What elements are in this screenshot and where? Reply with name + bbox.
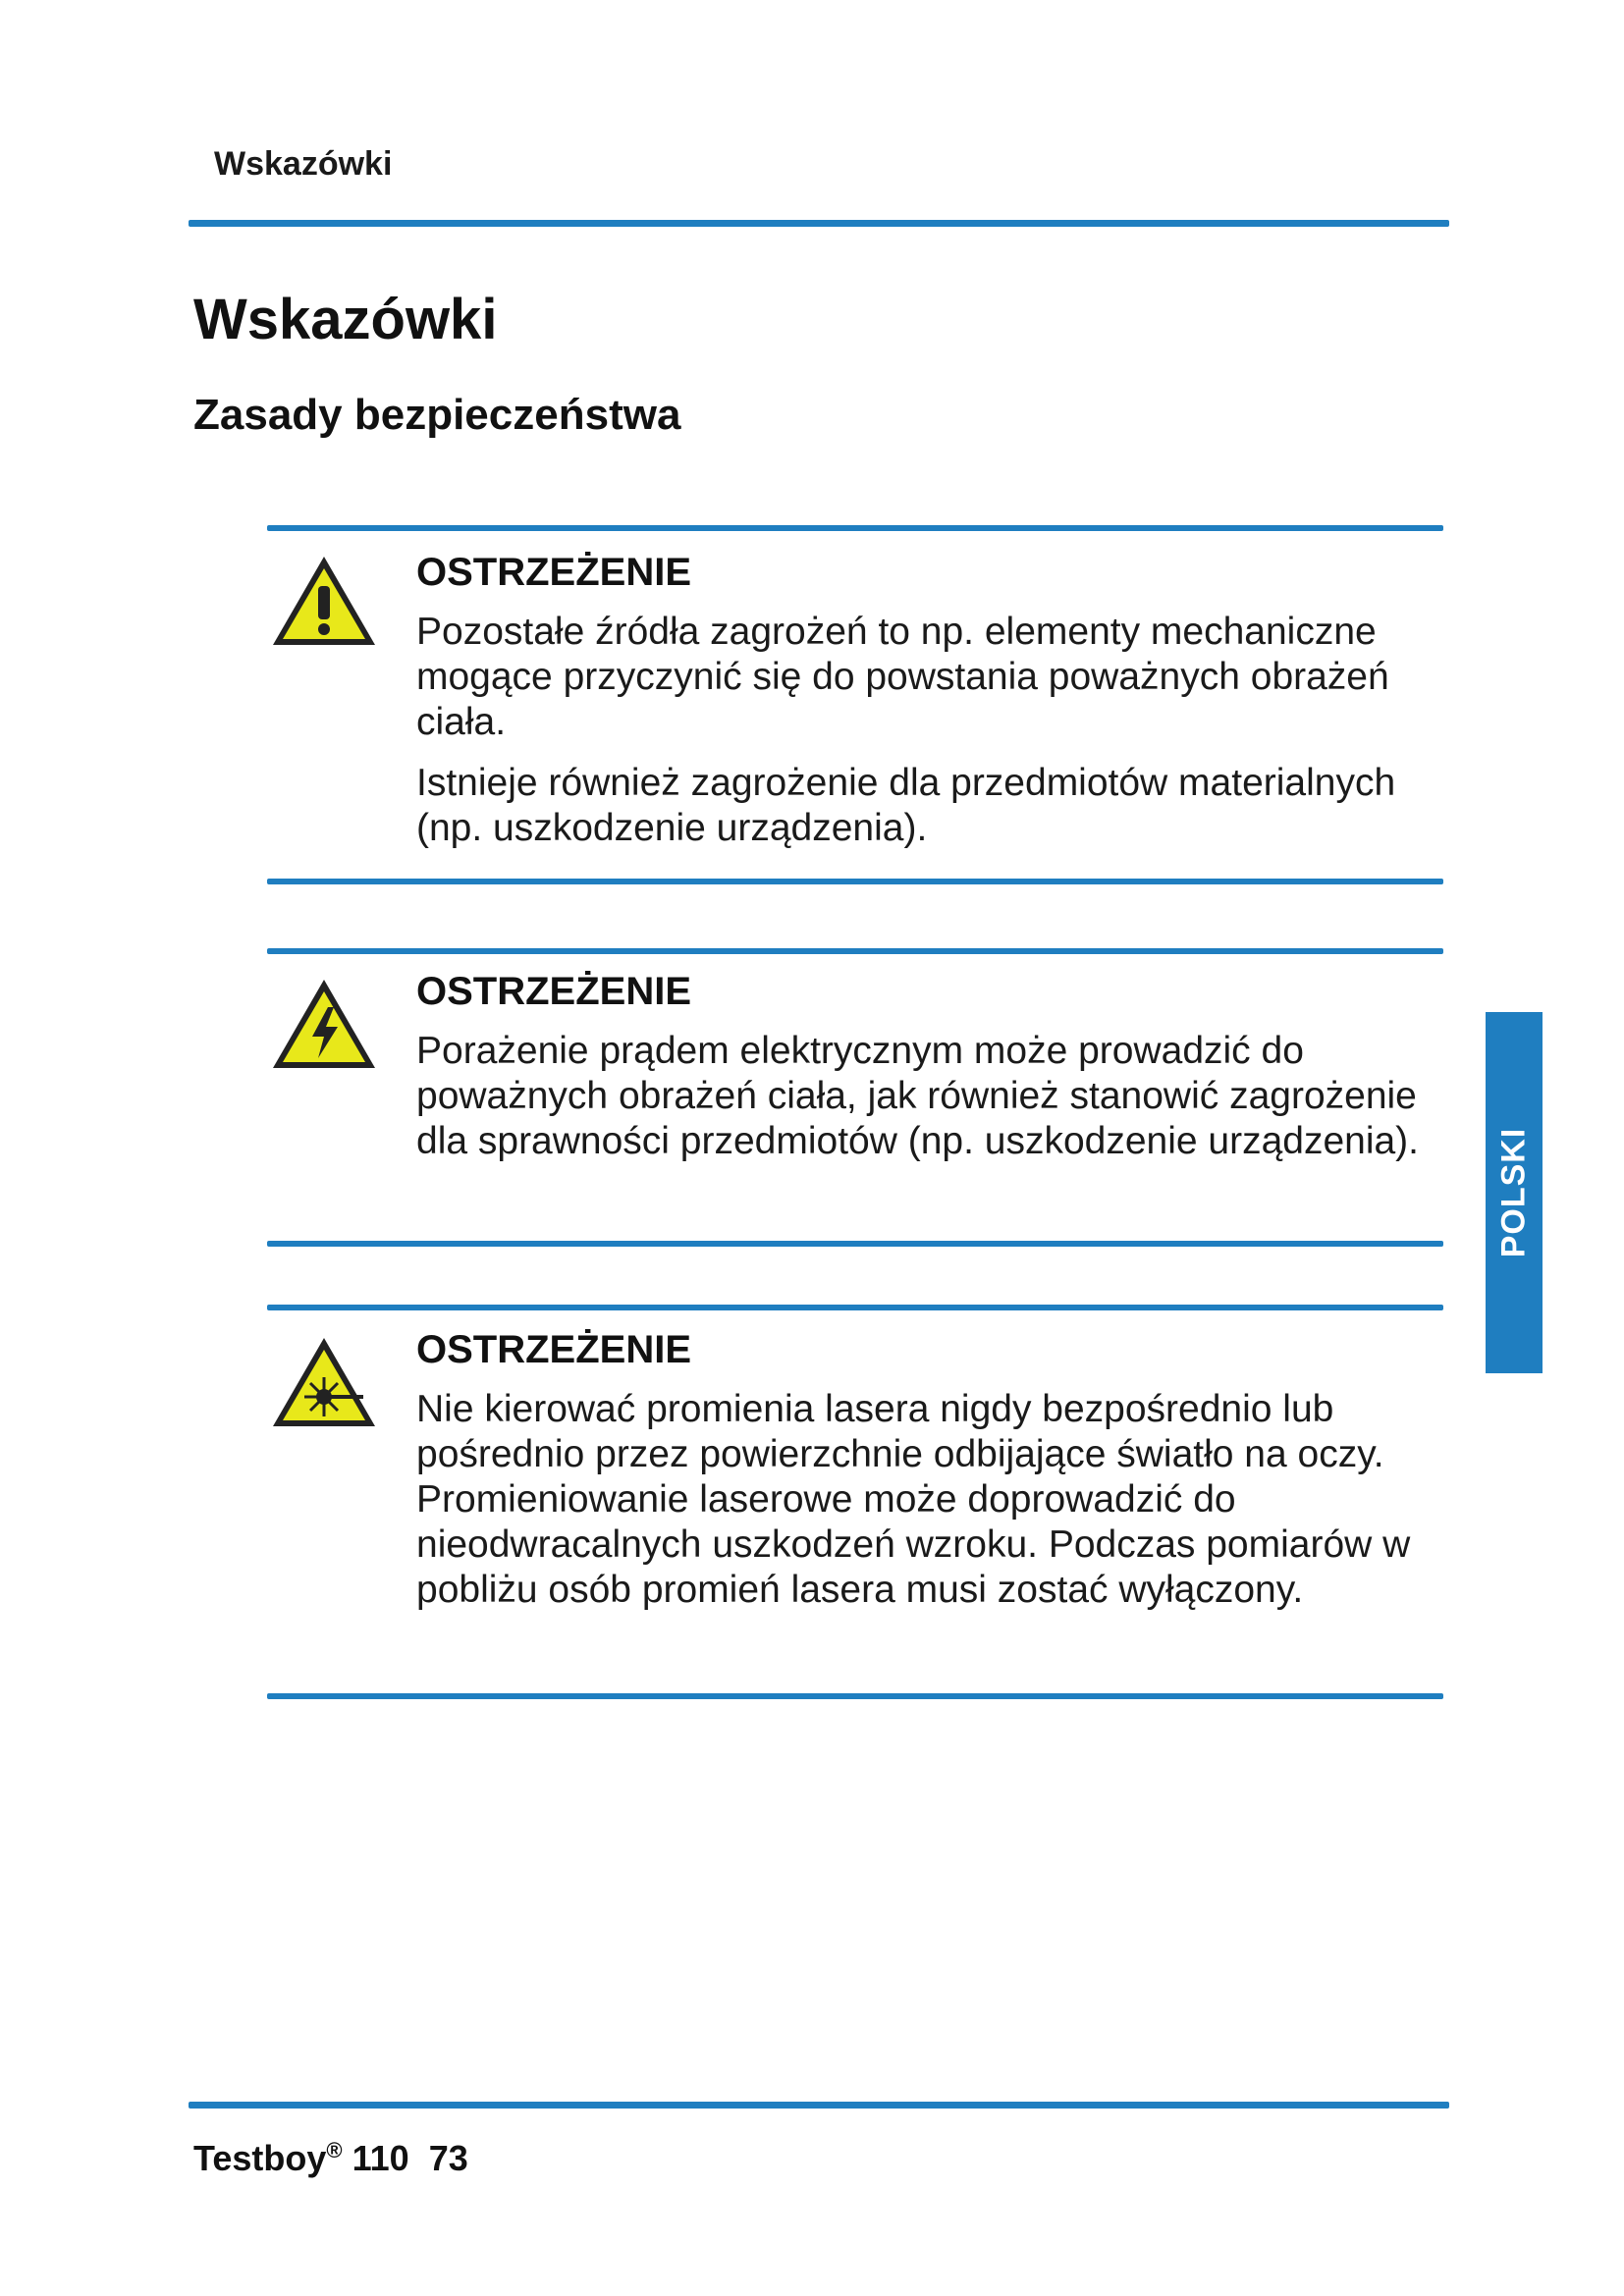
warning-bottom-rule: [267, 1693, 1443, 1699]
warning-block-electric: [267, 948, 1443, 1251]
page-number: 73: [428, 2138, 468, 2178]
warning-block-laser: [267, 1305, 1443, 1707]
language-tab-label: POLSKI: [1494, 1127, 1533, 1258]
footer-model: 110: [352, 2138, 409, 2178]
warning-text: Pozostałe źródła zagrożeń to np. elementy mechaniczne mogące przyczynić się do powstania poważnych obrażeń ciała.: [416, 611, 1389, 743]
laser-warning-icon: [269, 1334, 379, 1432]
warning-text: Nie kierować promienia lasera nigdy bezpośrednio lub pośrednio przez powierzchnie odbijające światło na oczy. Promieniowanie laserowe może doprowadzić do nieodwracalnych uszkodzeń wzroku. Podczas pomiarów w pobliżu osób promień lasera musi zostać wyłączony.: [416, 1388, 1411, 1611]
warning-bottom-rule: [267, 1241, 1443, 1247]
warning-top-rule: [267, 948, 1443, 954]
warning-text: Istnieje również zagrożenie dla przedmiotów materialnych (np. uszkodzenie urządzenia).: [416, 762, 1396, 849]
footer-rule: [189, 2102, 1449, 2109]
warning-text: Porażenie prądem elektrycznym może prowadzić do poważnych obrażeń ciała, jak również stanowić zagrożenie dla sprawności przedmiotów (np. uszkodzenie urządzenia).: [416, 1030, 1420, 1162]
section-title: Zasady bezpieczeństwa: [193, 391, 681, 439]
footer-brand: Testboy: [193, 2138, 327, 2178]
header-rule: [189, 220, 1449, 227]
page-title: Wskazówki: [193, 288, 498, 351]
warning-label: OSTRZEŻENIE: [416, 970, 692, 1013]
language-tab: [1486, 1012, 1543, 1373]
warning-block-general: [267, 525, 1443, 888]
warning-top-rule: [267, 1305, 1443, 1310]
warning-label: OSTRZEŻENIE: [416, 1328, 692, 1371]
general-warning-icon: [269, 553, 379, 651]
warning-label: OSTRZEŻENIE: [416, 551, 692, 594]
electric-shock-icon: [269, 976, 379, 1074]
warning-bottom-rule: [267, 879, 1443, 884]
warning-top-rule: [267, 525, 1443, 531]
footer: [193, 2138, 468, 2179]
registered-mark: ®: [326, 2138, 343, 2163]
running-header: Wskazówki: [214, 145, 393, 183]
